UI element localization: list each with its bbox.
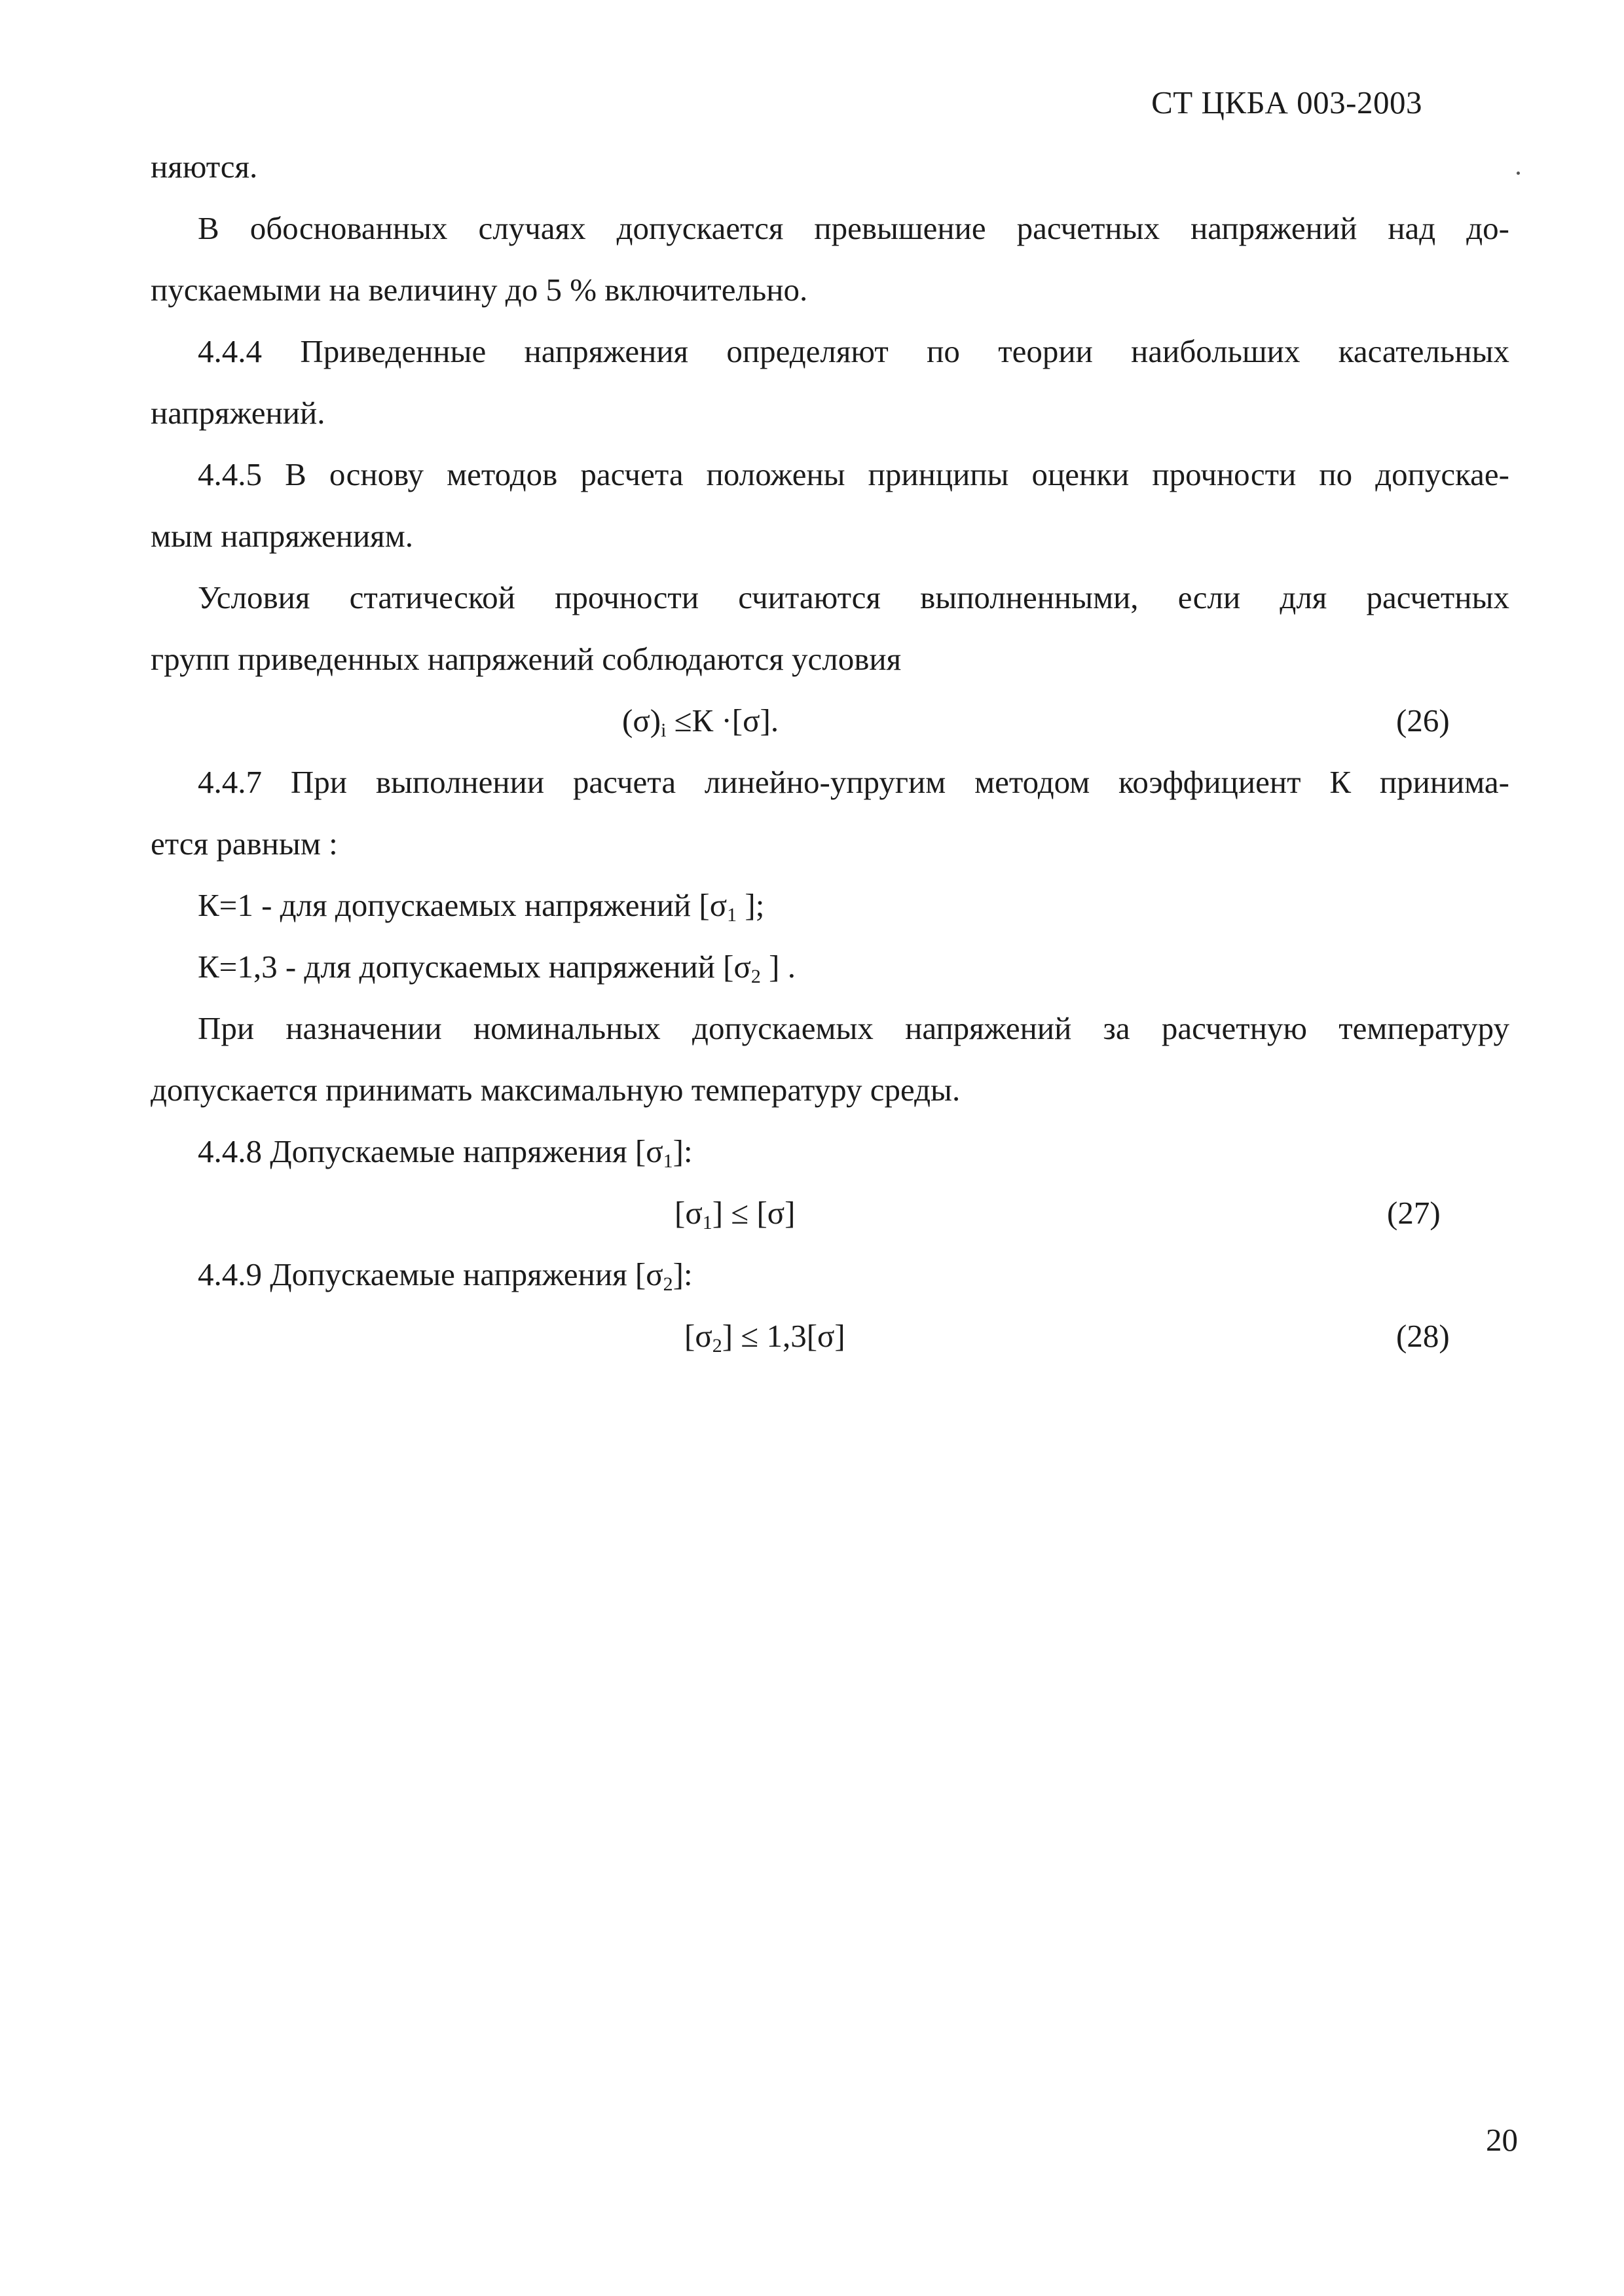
paragraph-line (151, 936, 1509, 998)
formula-subscript: 2 (712, 1335, 722, 1357)
line-text: ] . (760, 949, 796, 985)
equation-number: (26) (1396, 702, 1450, 738)
line-subscript: 2 (750, 966, 761, 987)
equation-number: (27) (1387, 1195, 1441, 1231)
paragraph-line: При назначении номинальных допускаемых напряжений за расчетную температуру (198, 1010, 1509, 1046)
formula-28 (684, 1305, 845, 1367)
page-number: 20 (1486, 2122, 1518, 2158)
equation-number: (28) (1396, 1318, 1450, 1354)
formula-26-row (151, 690, 1509, 752)
paragraph-line: допускается принимать максимальную температуру среды. (151, 1072, 961, 1108)
formula-text: (σ) (622, 702, 661, 738)
paragraph-line: пускаемыми на величину до 5 % включительно. (151, 272, 808, 308)
document-code-header: СТ ЦКБА 003-2003 (1151, 84, 1422, 120)
formula-text: [σ (674, 1195, 703, 1231)
formula-28-row (151, 1305, 1509, 1367)
line-text: К=1,3 - для допускаемых напряжений [σ (198, 949, 751, 985)
paragraph-line: мым напряжениям. (151, 518, 413, 554)
paragraph-line: групп приведенных напряжений соблюдаются условия (151, 641, 902, 677)
formula-26 (622, 690, 779, 752)
formula-27 (674, 1182, 796, 1244)
line-text: 4.4.9 Допускаемые напряжения [σ (198, 1256, 663, 1292)
paragraph-line: няются. (151, 149, 258, 185)
line-text: ]; (737, 887, 765, 923)
paragraph-line: ется равным : (151, 826, 338, 862)
formula-subscript: 1 (702, 1212, 712, 1233)
line-subscript: 2 (663, 1273, 673, 1295)
line-text: ]: (673, 1256, 693, 1292)
document-body (151, 136, 1509, 1367)
line-subscript: 1 (727, 904, 737, 926)
scan-speck (1517, 172, 1520, 175)
paragraph-line: 4.4.5 В основу методов расчета положены принципы оценки прочности по допускае- (198, 456, 1509, 492)
formula-text: ] ≤ [σ] (712, 1195, 796, 1231)
line-subscript: 1 (663, 1150, 673, 1172)
line-text: 4.4.8 Допускаемые напряжения [σ (198, 1133, 663, 1169)
paragraph-line (151, 1121, 1509, 1182)
paragraph-line: Условия статической прочности считаются выполненными, если для расчетных (198, 579, 1509, 615)
paragraph-line: 4.4.4 Приведенные напряжения определяют по теории наибольших касательных (198, 333, 1509, 369)
line-text: К=1 - для допускаемых напряжений [σ (198, 887, 728, 923)
line-text: ]: (673, 1133, 693, 1169)
formula-text: [σ (684, 1318, 712, 1354)
paragraph-line: 4.4.7 При выполнении расчета линейно-упругим методом коэффициент К принима- (198, 764, 1509, 800)
paragraph-line: напряжений. (151, 395, 325, 431)
paragraph-line (151, 1244, 1509, 1305)
paragraph-line (151, 875, 1509, 936)
paragraph-line: В обоснованных случаях допускается превышение расчетных напряжений над до- (198, 210, 1509, 246)
formula-text: ≤К ·[σ]. (666, 702, 779, 738)
formula-subscript: i (661, 720, 667, 741)
formula-27-row (151, 1182, 1509, 1244)
formula-text: ] ≤ 1,3[σ] (722, 1318, 845, 1354)
